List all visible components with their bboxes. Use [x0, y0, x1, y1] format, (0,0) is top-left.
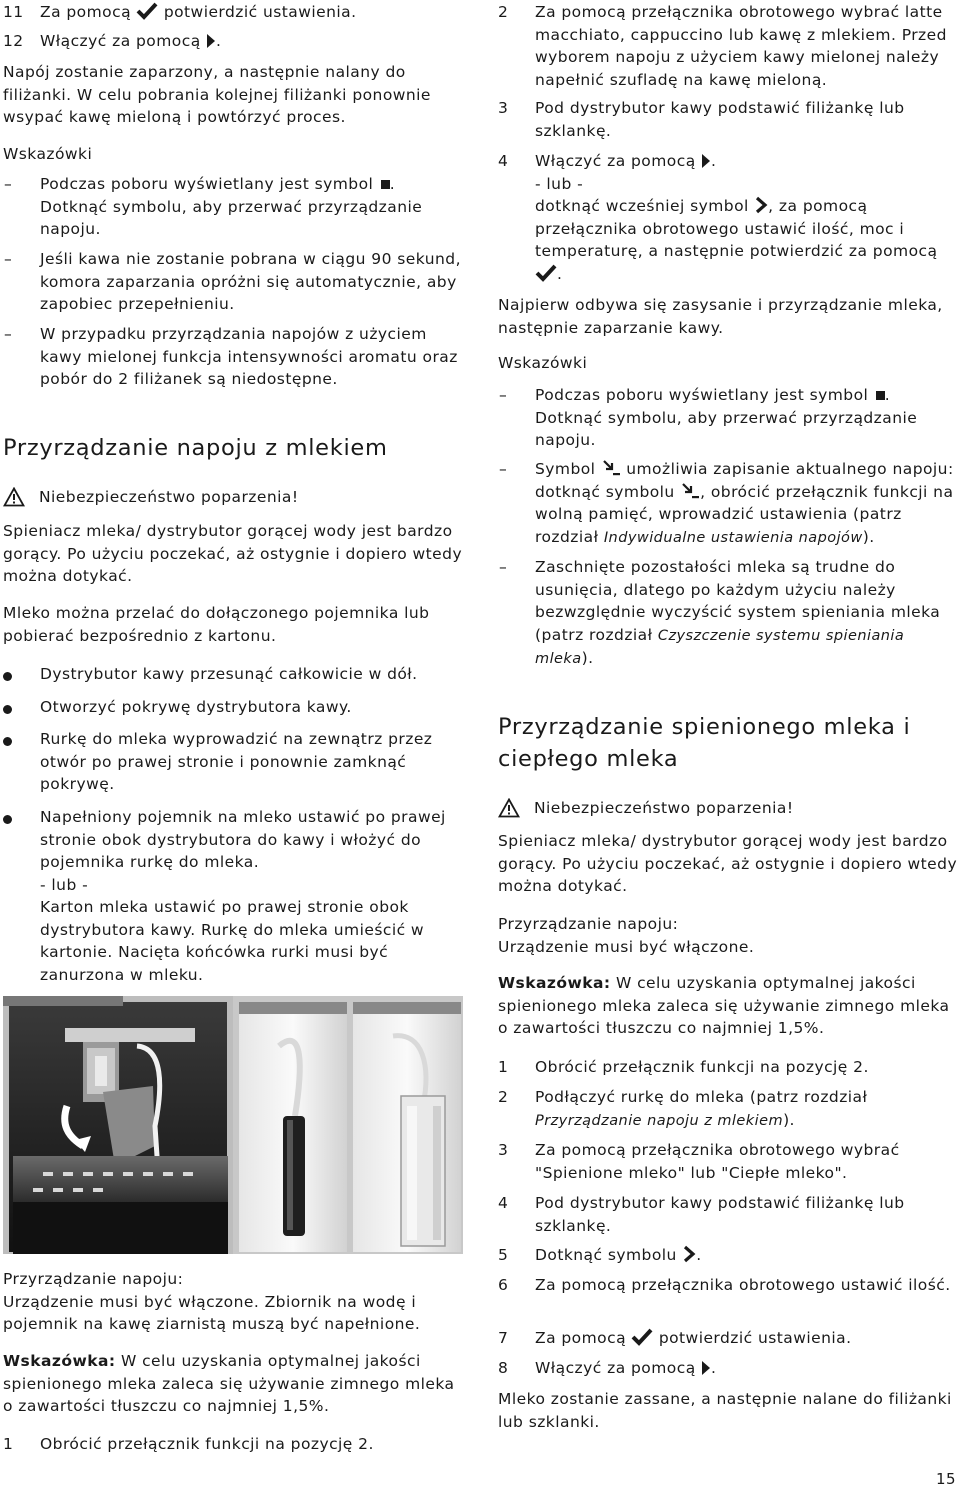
section-title: Przyrządzanie napoju z mlekiem — [3, 435, 388, 461]
note-text: , obrócić przełącznik funkcji na wolną pamięć, wprowadzić ustawienia (patrz rozdział — [535, 482, 954, 546]
note-text: . Dotknąć symbolu, aby przerwać przyrządzanie napoju. — [40, 175, 423, 238]
dash-marker: – — [499, 386, 508, 404]
step-2 — [498, 1, 958, 91]
step-number: 11 — [3, 3, 24, 21]
dash-marker: – — [4, 175, 13, 193]
step-number: 6 — [498, 1276, 509, 1294]
warning-triangle-icon — [3, 487, 25, 507]
bullet-text: Karton mleka ustawić po prawej stronie obok dystrybutora kawy. Rurkę do mleka umieścić w kartonie. Nacięta końcówka rurki musi być zanurzona w mleku. — [40, 898, 425, 984]
bullet-text: Rurkę do mleka wyprowadzić na zewnątrz przez otwór po prawej stronie i ponownie zamknąć pokrywę. — [40, 730, 433, 793]
step-3 — [498, 1139, 958, 1184]
step-text: , za pomocą przełącznika obrotowego ustawić ilość, moc i temperaturę, a następnie potwierdzić za pomocą — [535, 197, 938, 260]
step-text: . — [711, 1359, 717, 1377]
note-text: Zaschnięte pozostałości mleka są trudne do usunięcia, dlatego po każdym użyciu należy bezwzględnie wyczyścić system spieniania mleka (patrz rozdział — [535, 558, 941, 644]
chevron-right-icon — [754, 196, 768, 214]
bullet-item — [3, 696, 463, 719]
step-text: Obrócić przełącznik funkcji na pozycję 2. — [40, 1435, 374, 1453]
paragraph-first: Najpierw odbywa się zasysanie i przyrządzanie mleka, następnie zaparzanie kawy. — [498, 296, 943, 337]
note-item — [3, 173, 463, 241]
prep-label: Przyrządzanie napoju: — [3, 1270, 184, 1288]
save-arrow-icon — [601, 459, 621, 477]
warning-header — [3, 486, 463, 509]
prep-block — [3, 1268, 463, 1336]
step-number: 4 — [498, 1194, 509, 1212]
step-text: Włączyć za pomocą — [535, 152, 696, 170]
chapter-reference: Indywidualne ustawienia napojów — [603, 529, 863, 546]
bullet-text: Napełniony pojemnik na mleko ustawić po prawej stronie obok dystrybutora do kawy i włożyć do pojemnika rurkę do mleka. — [40, 808, 446, 871]
section-title: Przyrządzanie spienionego mleka i ciepłego mleka — [498, 714, 911, 772]
bullet-dot — [3, 737, 12, 746]
step-text: Podłączyć rurkę do mleka (patrz rozdział — [535, 1088, 868, 1106]
step-text: Obrócić przełącznik funkcji na pozycję 2. — [535, 1058, 869, 1076]
tip-text: W celu uzyskania optymalnej jakości spienionego mleka zaleca się używanie zimnego mleka o zawartości tłuszczu co najmniej 1,5%. — [3, 1352, 455, 1415]
step-11 — [3, 1, 463, 24]
step-text: . — [696, 1246, 702, 1264]
step-text: Za pomocą — [40, 3, 132, 21]
notes-heading: Wskazówki — [498, 354, 588, 372]
note-text: Podczas poboru wyświetlany jest symbol — [40, 175, 374, 193]
bullet-text: Dystrybutor kawy przesunąć całkowicie w dół. — [40, 665, 418, 683]
step-text: . — [711, 152, 717, 170]
step-text: Za pomocą — [535, 1329, 627, 1347]
prep-label: Przyrządzanie napoju: — [498, 915, 679, 933]
step-text: . — [216, 32, 222, 50]
step-text: Za pomocą przełącznika obrotowego wybrać "Spienione mleko" lub "Ciepłe mleko". — [535, 1141, 900, 1182]
play-triangle-icon — [206, 33, 216, 49]
step-number: 2 — [498, 1088, 509, 1106]
note-item — [498, 384, 958, 452]
milk-paragraph: Mleko można przelać do dołączonego pojemnika lub pobierać bezpośrednio z kartonu. — [3, 604, 430, 645]
step-text: Pod dystrybutor kawy podstawić filiżankę lub szklankę. — [535, 99, 905, 140]
checkmark-icon — [136, 2, 158, 20]
step-5 — [498, 1244, 958, 1267]
bullet-text: Otworzyć pokrywę dystrybutora kawy. — [40, 698, 352, 716]
step-4 — [498, 1192, 958, 1237]
step-number: 1 — [498, 1058, 509, 1076]
play-triangle-icon — [701, 1360, 711, 1376]
step-text: ). — [783, 1110, 795, 1129]
step-text: potwierdzić ustawienia. — [658, 1329, 852, 1347]
prep-block — [498, 913, 958, 958]
note-item — [3, 248, 463, 316]
tip-block — [498, 972, 958, 1040]
step-number: 7 — [498, 1329, 509, 1347]
step-12 — [3, 30, 463, 53]
step-3 — [498, 97, 958, 142]
warning-text: Spieniacz mleka/ dystrybutor gorącej wody jest bardzo gorący. Po użyciu poczekać, aż ostygnie i dopiero wtedy można dotykać. — [498, 832, 958, 895]
stop-square-icon — [876, 391, 885, 400]
warning-title: Niebezpieczeństwo poparzenia! — [534, 799, 794, 817]
save-arrow-icon — [680, 482, 700, 500]
step-7 — [498, 1327, 958, 1350]
note-item — [3, 323, 463, 391]
final-paragraph: Mleko zostanie zassane, a następnie nalane do filiżanki lub szklanki. — [498, 1390, 952, 1431]
illustration-drawing — [3, 996, 463, 1254]
note-text: ). — [862, 527, 875, 546]
bullet-item — [3, 663, 463, 686]
dash-marker: – — [499, 460, 508, 478]
step-text: Za pomocą przełącznika obrotowego wybrać latte macchiato, cappuccino lub kawę z mlekiem. Przed wyborem napoju z użyciem kawy mielonej należy napełnić szufladę na kawę mieloną. — [535, 3, 947, 89]
step-number: 12 — [3, 32, 24, 50]
note-text: Symbol — [535, 460, 596, 478]
step-number: 8 — [498, 1359, 509, 1377]
step-text: Za pomocą przełącznika obrotowego ustawić ilość. — [535, 1276, 951, 1294]
note-text: Podczas poboru wyświetlany jest symbol — [535, 386, 869, 404]
step-text: Pod dystrybutor kawy podstawić filiżankę lub szklankę. — [535, 1194, 905, 1235]
step-text: Włączyć za pomocą — [40, 32, 201, 50]
step-number: 3 — [498, 99, 509, 117]
note-text: ). — [581, 649, 594, 667]
dash-marker: – — [4, 250, 13, 268]
step-text: Dotknąć symbolu — [535, 1246, 677, 1264]
play-triangle-icon — [701, 153, 711, 169]
paragraph-prepared: Napój zostanie zaparzony, a następnie nalany do filiżanki. W celu pobrania kolejnej filiżanki ponownie wsypać kawę mieloną i powtórzyć proces. — [3, 63, 431, 126]
step-6 — [498, 1274, 958, 1297]
step-text: . — [557, 264, 563, 283]
page-number: 15 — [936, 1470, 956, 1488]
step-number: 5 — [498, 1246, 509, 1264]
note-item — [498, 556, 958, 671]
tip-label: Wskazówka: — [3, 1352, 116, 1370]
prep-text: Urządzenie musi być włączone. — [498, 937, 755, 956]
step-text: Włączyć za pomocą — [535, 1359, 696, 1377]
warning-title: Niebezpieczeństwo poparzenia! — [39, 488, 299, 506]
tip-block — [3, 1350, 463, 1418]
step-number: 3 — [498, 1141, 509, 1159]
or-separator: - lub - — [40, 875, 89, 894]
warning-triangle-icon — [498, 798, 520, 818]
bullet-dot — [3, 815, 12, 824]
note-text: umożliwia zapisanie aktualnego napoju: dotknąć symbolu — [535, 460, 954, 501]
step-number: 2 — [498, 3, 509, 21]
bullet-item — [3, 806, 463, 986]
step-text: dotknąć wcześniej symbol — [535, 197, 749, 215]
bullet-dot — [3, 705, 12, 714]
coffee-machine-illustration — [3, 996, 463, 1254]
bullet-dot — [3, 672, 12, 681]
dash-marker: – — [499, 558, 508, 576]
note-item — [498, 458, 958, 549]
warning-header — [498, 797, 958, 820]
step-2 — [498, 1086, 958, 1132]
chapter-reference: Czyszczenie systemu spieniania mleka — [535, 627, 905, 667]
step-number: 4 — [498, 152, 509, 170]
step-number: 1 — [3, 1435, 14, 1453]
checkmark-icon — [631, 1328, 653, 1346]
or-separator: - lub - — [535, 174, 584, 193]
warning-text: Spieniacz mleka/ dystrybutor gorącej wody jest bardzo gorący. Po użyciu poczekać, aż ostygnie i dopiero wtedy można dotykać. — [3, 522, 463, 585]
chevron-right-icon — [682, 1245, 696, 1263]
tip-text: W celu uzyskania optymalnej jakości spienionego mleka zaleca się używanie zimnego mleka o zawartości tłuszczu co najmniej 1,5%. — [498, 974, 950, 1037]
step-1 — [3, 1433, 463, 1456]
note-text: . Dotknąć symbolu, aby przerwać przyrządzanie napoju. — [535, 386, 918, 449]
chapter-reference: Przyrządzanie napoju z mlekiem — [535, 1112, 784, 1129]
notes-heading: Wskazówki — [3, 145, 93, 163]
note-text: Jeśli kawa nie zostanie pobrana w ciągu 90 sekund, komora zaparzania opróżni się automatycznie, aby zapobiec przepełnieniu. — [40, 250, 461, 313]
stop-square-icon — [381, 180, 390, 189]
step-text: potwierdzić ustawienia. — [163, 3, 357, 21]
tip-label: Wskazówka: — [498, 974, 611, 992]
step-8 — [498, 1357, 958, 1380]
checkmark-icon — [535, 264, 557, 282]
prep-text: Urządzenie musi być włączone. Zbiornik na wodę i pojemnik na kawę ziarnistą muszą być napełnione. — [3, 1292, 421, 1333]
step-4 — [498, 150, 958, 285]
bullet-item — [3, 728, 463, 796]
dash-marker: – — [4, 325, 13, 343]
step-1 — [498, 1056, 958, 1079]
note-text: W przypadku przyrządzania napojów z użyciem kawy mielonej funkcja intensywności aromatu oraz pobór do 2 filiżanek są niedostępne. — [40, 325, 458, 388]
